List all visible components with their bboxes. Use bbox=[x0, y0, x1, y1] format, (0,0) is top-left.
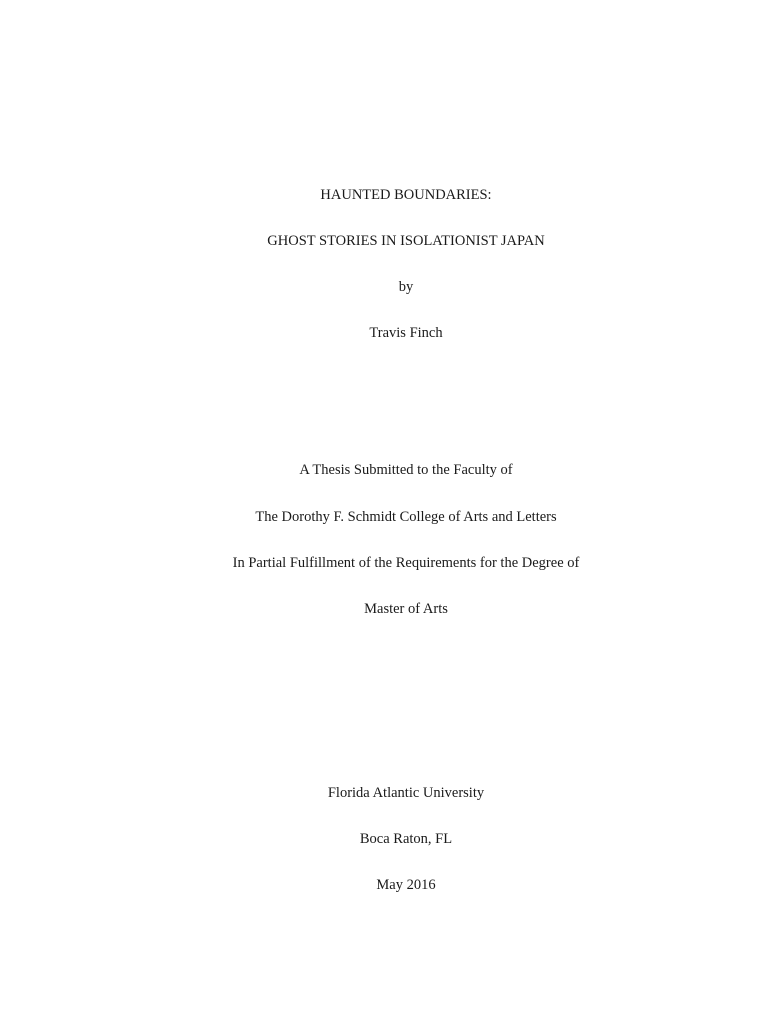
university-name: Florida Atlantic University bbox=[327, 785, 485, 801]
degree-name: Master of Arts bbox=[364, 601, 448, 617]
university-location: Boca Raton, FL bbox=[359, 831, 453, 847]
author-name: Travis Finch bbox=[369, 325, 443, 341]
submission-statement-2: The Dorothy F. Schmidt College of Arts and Letters bbox=[255, 509, 557, 525]
submission-statement-3: In Partial Fulfillment of the Requirements for the Degree of bbox=[232, 555, 580, 571]
submission-date: May 2016 bbox=[376, 877, 436, 893]
title-line-1: HAUNTED BOUNDARIES: bbox=[320, 187, 492, 203]
submission-statement-1: A Thesis Submitted to the Faculty of bbox=[299, 462, 513, 478]
title-line-2: GHOST STORIES IN ISOLATIONIST JAPAN bbox=[267, 233, 545, 249]
by-text: by bbox=[398, 279, 414, 295]
